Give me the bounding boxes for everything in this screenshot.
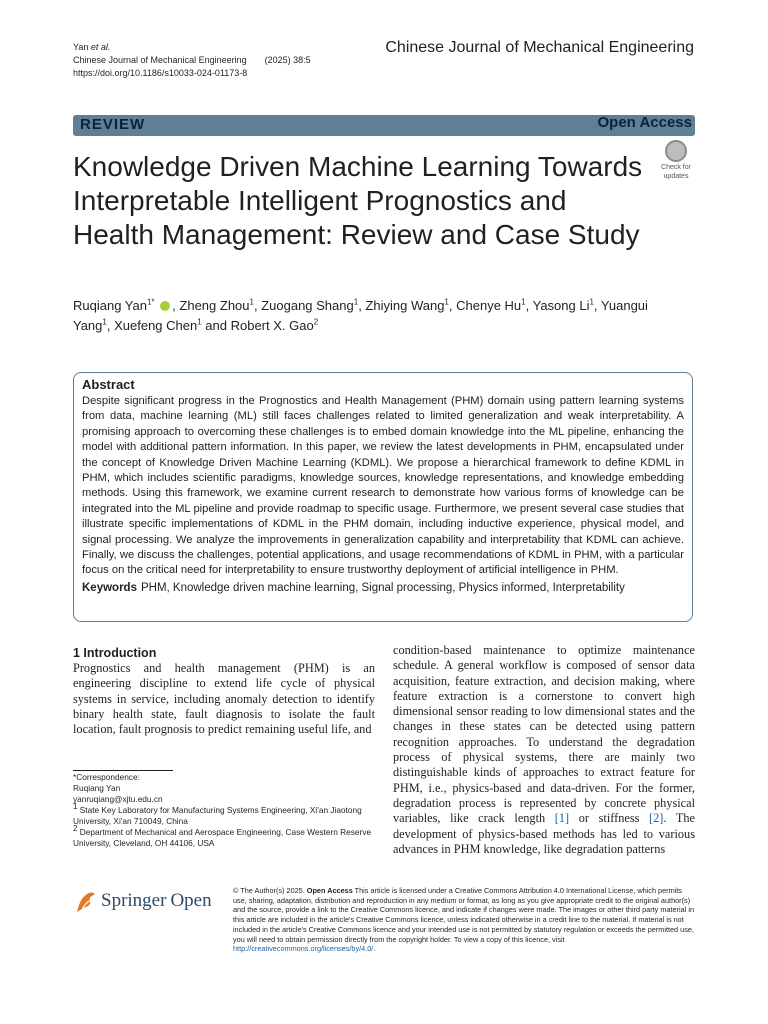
author-name[interactable]: Ruqiang Yan	[73, 298, 147, 313]
author-affiliation-mark: 1	[444, 297, 449, 307]
affiliation-2: $^2$ Department of Mechanical and Aerospace Engineering, Case Western Reserve University, Cleveland, OH 44106, USA	[73, 824, 372, 848]
article-type-label: REVIEW	[80, 116, 146, 133]
author-name[interactable]: Zhiying Wang	[365, 298, 445, 313]
reference-link[interactable]: [2]	[649, 811, 664, 826]
author-name[interactable]: Chenye Hu	[456, 298, 522, 313]
reference-link[interactable]: [1]	[554, 811, 570, 826]
keywords-label: Keywords	[82, 581, 137, 594]
author-name[interactable]: Xuefeng Chen	[114, 318, 198, 333]
author-affiliation-mark: 1	[249, 297, 254, 307]
intro-right-column: condition-based maintenance to optimize maintenance schedule. A general workflow is composed of sensor data acquisition, feature extraction, and decision making, where feature extraction is a cornerstone to convert high dimensional sensor reading to low dimensional states and the changes in these states can be detected using pattern recognition approaches. To understand the degradation process of physical systems, there are mainly two distinguishable kinds of approaches to extract feature for PHM, i.e., physics-based and data-driven. For the former, degradation process is represented by concrete physical variables, like crack length [1] or stiffness [2]. The development of physics-based methods has led to various advances in PHM knowledge, like degradation patterns	[393, 643, 695, 856]
keywords-text: PHM, Knowledge driven machine learning, Signal processing, Physics informed, Interpretability	[140, 581, 625, 594]
open-access-label: Open Access	[597, 114, 692, 131]
author-affiliation-mark: 1	[521, 297, 526, 307]
author-name[interactable]: Zuogang Shang	[261, 298, 354, 313]
orcid-icon[interactable]	[160, 301, 170, 311]
correspondence-email[interactable]: yanruqiang@xjtu.edu.cn	[73, 794, 163, 804]
keywords-line	[82, 582, 684, 594]
intro-left-column: Prognostics and health management (PHM) is an engineering discipline to extend life cycle of physical systems in service, including anomaly detection to identify binary health state, fault diagnosis to isolate the fault location, fault prognosis to predict remaining useful life, and	[73, 661, 375, 737]
springer-horse-icon	[73, 888, 99, 916]
correspondence-name: Ruqiang Yan	[73, 783, 121, 793]
journal-citation: Chinese Journal of Mechanical Engineering (2025) 38:5	[73, 55, 311, 65]
check-for-updates-badge[interactable]	[657, 140, 695, 178]
author-name[interactable]: Yuangui Yang	[73, 298, 648, 333]
footnote-rule	[73, 770, 173, 771]
abstract-box	[73, 372, 693, 622]
footnotes	[73, 772, 373, 849]
springer-open-logo[interactable]	[73, 888, 218, 918]
correspondence-label: *Correspondence:	[73, 772, 140, 782]
author-affiliation-mark: 1	[102, 317, 107, 327]
license-text: © The Author(s) 2025. Open Access This article is licensed under a Creative Commons Attribution 4.0 International License, which permits use, sharing, adaptation, distribution and reproduction in any medium or format, as long as you give appropriate credit to the original author(s) and the source, provide a link to the Creative Commons licence, and indicate if changes were made. The images or other third party material in this article are included in the article's Creative Commons licence, unless indicated otherwise in a credit line to the material. If material is not included in the article's Creative Commons licence and your intended use is not permitted by statutory regulation or exceeds the permitted use, you will need to obtain permission directly from the copyright holder. To view a copy of this licence, visit http://creativecommons.org/licenses/by/4.0/.	[233, 886, 695, 954]
author-affiliation-mark: 1	[353, 297, 359, 307]
check-updates-label-2: updates	[663, 173, 689, 180]
affiliation-1: $^1$ State Key Laboratory for Manufacturing Systems Engineering, Xi'an Jiaotong University, Xi'an 710049, China	[73, 802, 362, 826]
author-name[interactable]: Zheng Zhou	[179, 298, 250, 313]
doi-link[interactable]: https://doi.org/10.1186/s10033-024-01173-8	[73, 68, 248, 78]
journal-name: Chinese Journal of Mechanical Engineering	[385, 39, 694, 56]
springer-wordmark: Springer Open	[101, 890, 212, 911]
author-name[interactable]: Robert X. Gao	[230, 318, 314, 333]
author-affiliation-mark: 1	[589, 297, 594, 307]
check-updates-label-1: Check for	[661, 164, 691, 171]
abstract-heading: Abstract	[82, 377, 135, 392]
author-name[interactable]: Yasong Li	[532, 298, 590, 313]
license-link[interactable]: http://creativecommons.org/licenses/by/4.0/	[233, 944, 374, 954]
author-list: Ruqiang Yan$^{1*}$ , Zheng Zhou$^1$, Zuogang Shang$^1$, Zhiying Wang$^1$, Chenye Hu$^1$, Yasong Li$^1$, Yuangui Yang$^1$, Xuefeng Chen$^1$ and Robert X. Gao$^2$	[73, 297, 648, 333]
author-short: Yan et al.	[73, 42, 111, 52]
abstract-text: Despite significant progress in the Prognostics and Health Management (PHM) domain using pattern learning systems from data, machine learning (ML) still faces challenges related to limited generalization and weak interpretability. A promising approach to overcoming these challenges is to embed domain knowledge into the ML pipeline, enhancing the model with additional pattern information. In this paper, we review the latest developments in PHM, encapsulated under the concept of Knowledge Driven Machine Learning (KDML). We propose a hierarchical framework to define KDML in PHM, which includes scientific paradigms, knowledge sources, knowledge representations, and knowledge embedding methods. Using this framework, we examine current research to demonstrate how various forms of knowledge can be integrated into the ML pipeline and provide roadmap to specific usage. Furthermore, we present several case studies that illustrate specific implementations of KDML in the PHM domain, including inductive experience, physical model, and signal processing. We analyze the improvements in generalization capability and interpretability that KDML can achieve. Finally, we discuss the challenges, potential applications, and usage recommendations of KDML in PHM, with a particular focus on the critical need for interpretability to ensure trustworthy deployment of artificial intelligence in PHM.	[82, 395, 684, 577]
article-title: Knowledge Driven Machine Learning Towards Interpretable Intelligent Prognostics and Health Management: Review and Case Study	[73, 151, 643, 250]
section-heading: 1 Introduction	[73, 646, 157, 660]
article-type-band	[73, 115, 695, 136]
citation-block	[73, 41, 311, 80]
check-updates-icon	[665, 140, 687, 162]
